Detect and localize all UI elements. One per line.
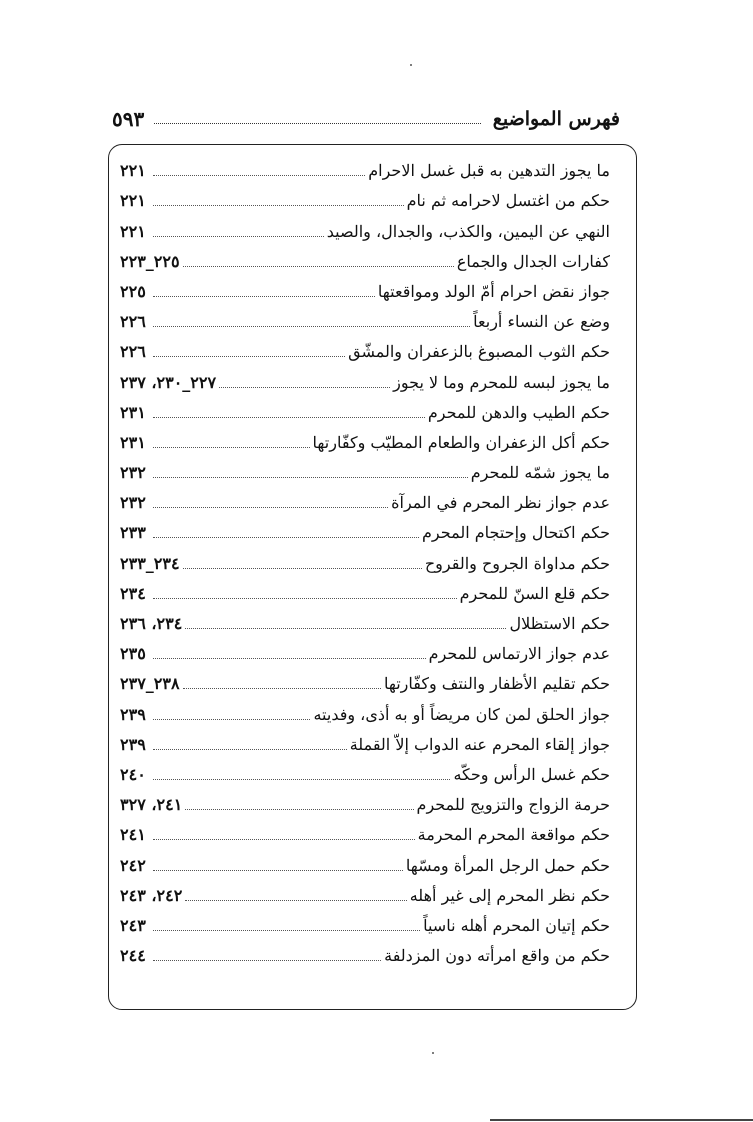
dot-leader [153, 356, 345, 357]
index-entry [120, 726, 610, 756]
entry-page-number: ٢٤٣ [120, 915, 146, 935]
entry-topic: حكم نظر المحرم إلى غير أهله [409, 885, 610, 905]
dot-leader [185, 628, 506, 629]
dot-leader [153, 658, 426, 659]
dot-leader [185, 809, 413, 810]
page-number: ٥٩٣ [112, 107, 145, 131]
entry-page-number: ٢٤١ [120, 825, 146, 845]
dot-leader [153, 205, 404, 206]
index-entry [120, 394, 610, 424]
entry-page-number: ٢٢٧_٢٣٠، ٢٣٧ [120, 372, 217, 392]
entry-topic: حكم الثوب المصبوغ بالزعفران والمشّق [348, 342, 610, 362]
index-entry [120, 786, 610, 816]
index-entry [120, 846, 610, 876]
scan-speck [410, 64, 412, 66]
entry-page-number: ٢٢٦ [120, 342, 146, 362]
entry-topic: حكم الاستظلال [509, 614, 610, 633]
entry-page-number: ٢٣٤_٢٣٣ [120, 553, 180, 573]
dot-leader [153, 507, 388, 508]
index-entry [120, 514, 610, 544]
index-entry [120, 695, 610, 725]
entry-topic: كفارات الجدال والجماع [456, 251, 610, 271]
dot-leader [153, 719, 310, 720]
entry-page-number: ٢٣٩ [120, 704, 146, 724]
index-entry [120, 937, 610, 967]
entry-page-number: ٢٤٠ [120, 764, 146, 784]
entry-page-number: ٢٣٣ [120, 523, 146, 543]
entry-page-number: ٢٣٥ [120, 644, 146, 664]
index-entry [120, 212, 610, 242]
dot-leader [153, 477, 468, 478]
entry-topic: حكم مواقعة المحرم المحرمة [417, 825, 610, 845]
entry-page-number: ٢٣٢ [120, 493, 146, 513]
page-header [112, 104, 620, 134]
dot-leader [153, 417, 425, 418]
entry-topic: ما يجوز شمّه للمحرم [470, 463, 610, 483]
dot-leader [153, 447, 310, 448]
dot-leader [153, 296, 375, 297]
entry-page-number: ٢٤٤ [120, 946, 146, 966]
index-entry [120, 424, 610, 454]
dot-leader [153, 960, 381, 961]
dot-leader [153, 236, 324, 237]
entry-topic: حكم إتيان المحرم أهله ناسياً [423, 915, 610, 935]
index-entry [120, 273, 610, 303]
entry-topic: حكم اكتحال وإحتجام المحرم [422, 523, 610, 543]
page-edge-line [490, 1119, 753, 1121]
index-entry [120, 363, 610, 393]
entry-topic: حكم من اغتسل لاحرامه ثم نام [406, 191, 610, 211]
entry-topic: وضع عن النساء أربعاً [473, 312, 610, 332]
index-entry [120, 575, 610, 605]
entry-topic: حكم مداواة الجروح والقروح [424, 553, 610, 573]
dot-leader [183, 568, 422, 569]
entry-page-number: ٢٣٩ [120, 734, 146, 754]
entry-topic: حكم غسل الرأس وحكّه [453, 764, 610, 784]
entry-page-number: ٢٢٦ [120, 312, 146, 332]
index-entry [120, 635, 610, 665]
index-entry [120, 544, 610, 574]
entry-page-number: ٢٣٨_٢٣٧ [120, 674, 180, 694]
dot-leader [219, 387, 390, 388]
index-entry [120, 303, 610, 333]
dot-leader [153, 930, 420, 931]
entry-page-number: ٢٣٤ [120, 583, 146, 603]
page-title: فهرس المواضيع [492, 108, 620, 130]
index-entry [120, 756, 610, 786]
entry-topic: النهي عن اليمين، والكذب، والجدال، والصيد [326, 221, 610, 241]
dot-leader [153, 749, 347, 750]
entry-page-number: ٢٤٢ [120, 855, 146, 875]
dot-leader [183, 688, 381, 689]
index-entry [120, 877, 610, 907]
entry-topic: حرمة الزواج والتزويج للمحرم [416, 795, 610, 815]
index-entry [120, 484, 610, 514]
dot-leader [153, 779, 450, 780]
entry-page-number: ٢٢٥_٢٢٣ [120, 251, 180, 271]
index-entry [120, 182, 610, 212]
entry-page-number: ٢٣١ [120, 432, 146, 452]
index-entry [120, 907, 610, 937]
index-entry [120, 665, 610, 695]
header-dot-leader [154, 123, 481, 124]
entry-page-number: ٢٣٢ [120, 463, 146, 483]
entry-page-number: ٢٤١، ٣٢٧ [120, 795, 183, 815]
entry-page-number: ٢٢١ [120, 161, 146, 181]
dot-leader [153, 537, 419, 538]
dot-leader [153, 598, 457, 599]
scan-speck [432, 1052, 434, 1054]
entry-topic: حكم الطيب والدهن للمحرم [427, 402, 610, 422]
index-entry [120, 243, 610, 273]
dot-leader [153, 326, 470, 327]
dot-leader [153, 175, 365, 176]
topic-index-list [120, 152, 610, 967]
entry-topic: جواز نقض احرام أمّ الولد ومواقعتها [377, 281, 610, 301]
entry-topic: حكم من واقع امرأته دون المزدلفة [384, 946, 610, 966]
index-entry [120, 605, 610, 635]
entry-topic: ما يجوز لبسه للمحرم وما لا يجوز [393, 372, 610, 392]
entry-page-number: ٢٣٤، ٢٣٦ [120, 614, 183, 633]
entry-page-number: ٢٢٥ [120, 281, 146, 301]
entry-page-number: ٢٣١ [120, 402, 146, 422]
entry-topic: حكم أكل الزعفران والطعام المطيّب وكفّارتها [312, 432, 610, 452]
dot-leader [183, 266, 454, 267]
entry-topic: جواز الحلق لمن كان مريضاً أو به أذى، وفديته [313, 704, 610, 724]
entry-topic: عدم جواز الارتماس للمحرم [428, 644, 610, 664]
entry-topic: عدم جواز نظر المحرم في المرآة [391, 493, 610, 513]
index-entry [120, 454, 610, 484]
entry-page-number: ٢٤٢، ٢٤٣ [120, 885, 183, 905]
index-entry [120, 816, 610, 846]
index-entry [120, 333, 610, 363]
entry-page-number: ٢٢١ [120, 221, 146, 241]
dot-leader [153, 870, 403, 871]
entry-topic: حكم تقليم الأظفار والنتف وكفّارتها [383, 674, 610, 694]
entry-topic: ما يجوز التدهين به قبل غسل الاحرام [368, 161, 610, 181]
index-entry [120, 152, 610, 182]
entry-topic: حكم حمل الرجل المرأة ومسّها [405, 855, 610, 875]
dot-leader [153, 839, 415, 840]
entry-topic: حكم قلع السنّ للمحرم [459, 583, 610, 603]
entry-topic: جواز إلقاء المحرم عنه الدواب إلاّ القملة [349, 734, 610, 754]
entry-page-number: ٢٢١ [120, 191, 146, 211]
dot-leader [185, 900, 406, 901]
